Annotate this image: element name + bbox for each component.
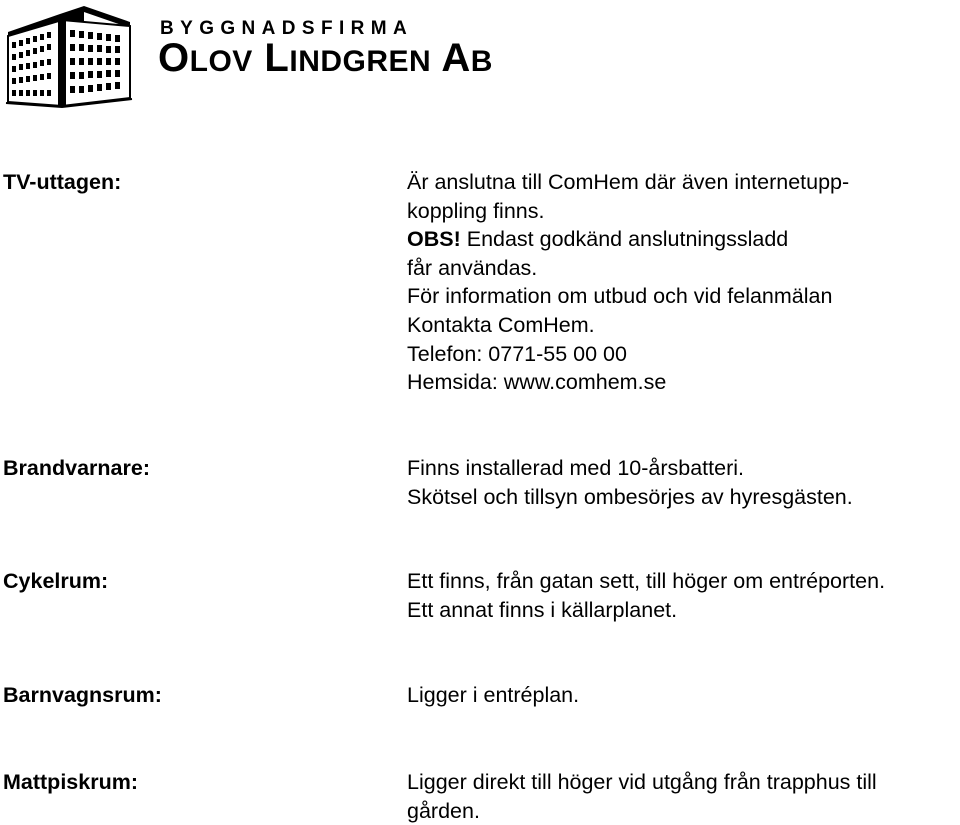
content-line: Ett annat finns i källarplanet. [407, 597, 678, 622]
company-name: OLOV LINDGREN AB [158, 36, 493, 80]
content-line-obs: OBS! Endast godkänd anslutningssladd [407, 227, 789, 252]
section-label: Cykelrum: [3, 569, 109, 593]
content-line: För information om utbud och vid felanmälan [407, 284, 833, 309]
section-label: Mattpiskrum: [3, 770, 138, 794]
content-line: Hemsida: www.comhem.se [407, 370, 667, 395]
section-content [407, 168, 960, 397]
content-line: Ligger direkt till höger vid utgång från trapphus till [407, 770, 877, 794]
section-content [407, 567, 960, 624]
section-label: Brandvarnare: [3, 456, 150, 480]
content-line: Finns installerad med 10-årsbatteri. [407, 456, 744, 480]
section-content [407, 454, 960, 511]
section-content [407, 681, 960, 710]
content-line: Är anslutna till ComHem där även internetupp- [407, 170, 850, 194]
building-logo-icon [4, 2, 136, 108]
section-label: Barnvagnsrum: [3, 683, 162, 707]
content-line: Ett finns, från gatan sett, till höger om entréporten. [407, 569, 886, 593]
section-content [407, 768, 960, 825]
content-line: Ligger i entréplan. [407, 683, 580, 707]
content-line: får användas. [407, 255, 538, 280]
content-line: Telefon: 0771-55 00 00 [407, 341, 627, 366]
content-line: Kontakta ComHem. [407, 312, 595, 337]
company-tagline: BYGGNADSFIRMA [160, 18, 414, 39]
content-line: koppling finns. [407, 198, 545, 223]
content-line: gården. [407, 798, 480, 823]
content-line: Skötsel och tillsyn ombesörjes av hyresgästen. [407, 484, 853, 509]
section-label: TV-uttagen: [3, 170, 122, 194]
